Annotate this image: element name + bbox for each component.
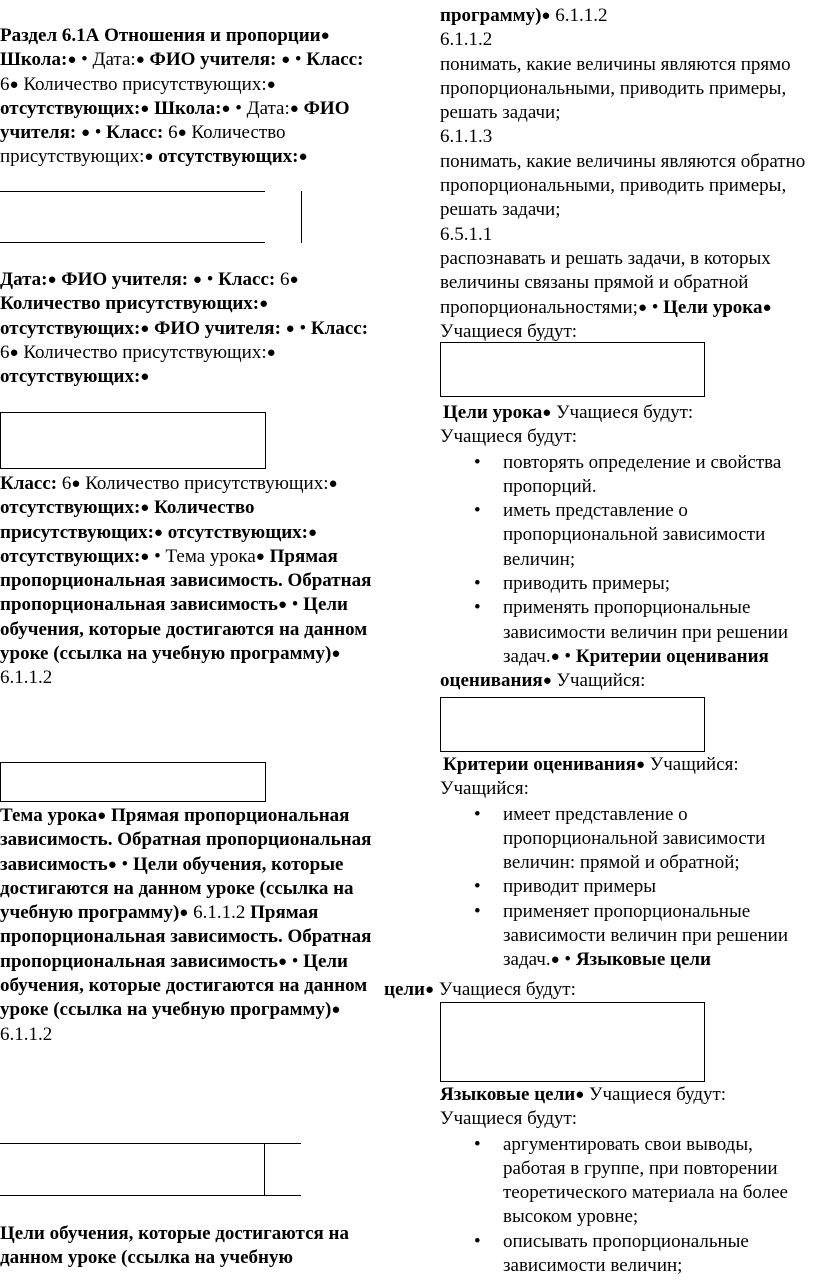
students-will-label: Учащиеся будут: — [440, 426, 578, 448]
students-will-label: Учащиеся будут: — [440, 320, 578, 342]
learning-goals-label: Цели обучения, которые достигаются на данном уроке (ссылка на учебную — [0, 1223, 349, 1269]
present-label: Количество присутствующих: — [0, 497, 255, 543]
bullet-icon: ● — [637, 299, 647, 316]
school-label: Школа: — [0, 49, 68, 71]
goal-code: 6.5.1.1 — [440, 223, 493, 245]
student-label: Учащийся: — [440, 778, 529, 800]
teacher-label: ФИО учителя: — [56, 269, 193, 290]
bullet-icon: ● — [425, 982, 435, 998]
class-value: 6 — [61, 473, 72, 494]
lesson-goals-list — [440, 451, 816, 670]
date-label: Дата: — [92, 49, 136, 71]
bullet-icon: ● — [9, 76, 19, 93]
left-paragraph-3: Класс: 6● Количество присутствующих:● отсутствующих:● Количество присутствующих:● отсутствующих:● отсутствующих:● • Тема урока● Прямая пропорциональная зависимость. Обратная пропорциональная зависимость● • Цели обучения, которые достигаются на данном уроке (ссылка на учебную программу)● 6.1.1.2 — [0, 473, 372, 689]
language-goals-block — [440, 1083, 816, 1278]
list-item — [440, 1230, 816, 1279]
bullet-icon: ● — [762, 299, 772, 316]
goal-code: 6.1.1.2 — [440, 29, 493, 51]
bullet-icon: ● — [255, 548, 265, 565]
bullet-icon: ● — [144, 149, 154, 166]
criteria-label-cont: оценивания — [440, 670, 543, 692]
topic-label: Тема урока — [165, 545, 256, 567]
list-item-text: применять пропорциональные зависимости величин при решении задач. — [503, 597, 788, 667]
bullet-icon: ● — [140, 548, 150, 565]
left-paragraph-1: Раздел 6.1А Отношения и пропорции● Школа:● • Дата:● ФИО учителя: ● • Класс: 6● Количество присутствующих:● отсутствующих:● Школа:● • Дата:● ФИО учителя: ● • Класс: 6● Количество присутствующих:● отсутствующих:● — [0, 25, 364, 168]
students-will-label: Учащиеся будут: — [584, 1084, 727, 1105]
bullet-icon: ● — [9, 344, 19, 361]
bullet-icon: ● — [542, 405, 552, 421]
topic-value: Прямая пропорциональная зависимость. Обратная пропорциональная зависимость — [0, 805, 372, 875]
student-label: Учащийся: — [645, 754, 739, 775]
empty-box — [440, 1002, 705, 1082]
right-top-block: программу)● 6.1.1.2 6.1.1.2 понимать, какие величины являются прямо пропорциональными, приводить примеры, решать задачи; 6.1.1.3 понимать, какие величины являются обратно пропорциональными, приводить примеры, решать задачи; 6.5.1.1 распознавать и решать задачи, в которых величины связаны прямой и обратной пропорциональностями;● • Цели урока● Учащиеся будут: — [440, 5, 806, 342]
lesson-goals-label: Цели урока — [663, 296, 763, 318]
bullet-icon: ● — [135, 52, 145, 69]
list-item — [440, 803, 816, 876]
left-paragraph-4: Тема урока● Прямая пропорциональная зависимость. Обратная пропорциональная зависимость● • Цели обучения, которые достигаются на данном уроке (ссылка на учебную программу)● 6.1.1.2 Прямая пропорциональная зависимость. Обратная пропорциональная зависимость● • Цели обучения, которые достигаются на данном уроке (ссылка на учебную программу)● 6.1.1.2 — [0, 805, 372, 1045]
lesson-goals-block — [440, 401, 816, 694]
table-rule — [0, 1143, 301, 1144]
bullet-icon: ● — [140, 369, 150, 386]
bullet-icon: ● — [259, 296, 269, 313]
lesson-goals-label: Цели урока — [443, 402, 543, 423]
list-item-text: приводит примеры — [503, 876, 657, 898]
bullet-icon: ● — [140, 100, 150, 117]
students-will-label: Учащиеся будут: — [434, 979, 576, 1000]
list-item-text: имеет представление о пропорциональной зависимости величин: прямой и обратной; — [503, 803, 766, 874]
absent-label: отсутствующих: — [153, 146, 299, 168]
bullet-icon: ● — [281, 52, 291, 69]
teacher-label: ФИО учителя: — [0, 97, 350, 144]
topic-value: Прямая пропорциональная зависимость. Обратная пропорциональная зависимость — [0, 545, 372, 616]
class-label: Класс: — [310, 317, 369, 339]
language-goals-label: Языковые цели — [440, 1084, 576, 1105]
absent-label: отсутствующих: — [0, 545, 141, 567]
table-rule — [0, 1195, 301, 1196]
list-item-text: аргументировать свои выводы, работая в группе, при повторении теоретического материала на более высоком уровне; — [503, 1133, 788, 1228]
bullet-icon: ● — [298, 149, 308, 166]
bullet-icon: ● — [285, 320, 295, 337]
language-goals-list — [440, 1133, 816, 1279]
present-label: Количество присутствующих: — [0, 293, 260, 315]
bullet-icon: ● — [177, 125, 187, 142]
empty-box — [0, 412, 266, 469]
bullet-icon: ● — [153, 524, 163, 541]
list-item: • применять пропорциональные зависимости величин при решении задач.● • Критерии оценивания — [440, 596, 816, 669]
date-label: Дата: — [0, 269, 48, 290]
topic-value: Прямая пропорциональная зависимость. Обратная пропорциональная зависимость — [0, 902, 372, 972]
bullet-icon: ● — [289, 100, 299, 117]
bullet-icon: ● — [107, 856, 117, 873]
class-label: Класс: — [306, 49, 364, 71]
goal-code: 6.1.1.2 — [188, 902, 246, 924]
teacher-label: ФИО учителя: — [144, 49, 282, 71]
goal-text: распознавать и решать задачи, в которых величины связаны прямой и обратной пропорциональностями; — [440, 247, 771, 318]
bullet-icon: ● — [266, 76, 276, 93]
goal-code: 6.1.1.2 — [0, 667, 53, 689]
list-item-text: иметь представление о пропорциональной зависимости величин; — [503, 500, 766, 570]
list-item-text: приводить примеры; — [503, 573, 671, 595]
school-label: Школа: — [154, 97, 222, 119]
list-item-text: повторять определение и свойства пропорций. — [503, 451, 782, 497]
students-will-label: Учащиеся будут: — [551, 402, 694, 423]
list-item — [440, 875, 816, 899]
bullet-icon: ● — [71, 476, 81, 492]
absent-label: отсутствующих: — [0, 497, 141, 519]
list-item-text: описывать пропорциональные зависимости величин; — [503, 1230, 749, 1277]
empty-box — [440, 697, 705, 752]
present-label: Количество присутствующих: — [18, 73, 267, 95]
table-rule — [264, 1143, 265, 1195]
criteria-list — [440, 803, 816, 973]
bullet-icon: ● — [635, 757, 646, 773]
bullet-icon: ● — [47, 272, 57, 288]
language-goals-cont — [384, 978, 814, 1002]
absent-label: отсутствующих: — [0, 97, 141, 119]
left-paragraph-5 — [0, 1222, 380, 1271]
empty-box — [440, 342, 705, 397]
goal-code: 6.1.1.3 — [440, 126, 493, 148]
table-rule — [0, 191, 265, 192]
list-item — [440, 572, 816, 596]
table-rule — [0, 242, 265, 243]
present-label: Количество присутствующих: — [18, 341, 267, 363]
empty-box — [0, 762, 266, 802]
class-label: Класс: — [106, 122, 169, 144]
bullet-icon: ● — [308, 524, 318, 541]
bullet-icon: ● — [331, 646, 341, 663]
students-will-label: Учащиеся будут: — [440, 1108, 578, 1130]
bullet-icon: ● — [266, 344, 276, 361]
bullet-icon: ● — [192, 272, 202, 288]
bullet-icon: ● — [80, 125, 91, 142]
criteria-label: Критерии оценивания — [575, 645, 769, 667]
bullet-icon: ● — [575, 1087, 585, 1103]
bullet-icon: ● — [320, 28, 330, 44]
goal-text: понимать, какие величины являются обратно пропорциональными, приводить примеры, решать задачи; — [440, 150, 806, 221]
list-item — [440, 1133, 816, 1230]
left-paragraph-2: Дата:● ФИО учителя: ● • Класс: 6● Количество присутствующих:● отсутствующих:● ФИО учителя: ● • Класс: 6● Количество присутствующих:● отсутствующих:● — [0, 269, 369, 388]
list-item — [440, 451, 816, 500]
teacher-label: ФИО учителя: — [154, 317, 286, 339]
learning-goals-label: Цели обучения, которые достигаются на данном уроке (ссылка на учебную программу) — [0, 853, 354, 924]
absent-label: отсутствующих: — [0, 366, 141, 388]
bullet-icon: ● — [550, 952, 560, 969]
language-goals-label: Языковые цели — [575, 949, 711, 971]
bullet-icon: ● — [277, 953, 288, 970]
criteria-block — [440, 753, 816, 973]
bullet-icon: ● — [277, 597, 288, 614]
bullet-icon: ● — [550, 648, 560, 665]
bullet-icon: ● — [331, 1002, 341, 1019]
class-value: 6 — [0, 73, 10, 95]
goal-text: понимать, какие величины являются прямо пропорциональными, приводить примеры, решать задачи; — [440, 53, 791, 124]
absent-label: отсутствующих: — [0, 317, 141, 339]
absent-label: отсутствующих: — [162, 521, 309, 543]
goal-code: 6.1.1.2 — [550, 5, 608, 26]
bullet-icon: ● — [541, 8, 551, 24]
topic-label: Тема урока — [0, 805, 98, 826]
goal-code: 6.1.1.2 — [0, 1023, 53, 1045]
bullet-icon: ● — [140, 500, 150, 517]
class-label: Класс: — [0, 473, 62, 494]
class-value: 6 — [279, 269, 290, 290]
present-label: Количество присутствующих: — [0, 122, 286, 168]
section-title: Раздел 6.1А Отношения и пропорции — [0, 25, 321, 46]
list-item-text: применяет пропорциональные зависимости величин при решении задач. — [503, 900, 788, 971]
bullet-icon: ● — [67, 52, 77, 69]
bullet-icon: ● — [179, 905, 189, 922]
list-item — [440, 499, 816, 572]
present-label: Количество присутствующих: — [80, 473, 329, 494]
bullet-icon: ● — [542, 673, 552, 690]
bullet-icon: ● — [221, 100, 231, 117]
bullet-icon: ● — [140, 320, 150, 337]
learning-goals-label: Цели обучения, которые достигаются на данном уроке (ссылка на учебную программу) — [0, 950, 368, 1021]
date-label: Дата: — [246, 97, 290, 119]
learning-goals-label: Цели обучения, которые достигаются на данном уроке (ссылка на учебную программу) — [0, 594, 368, 665]
bullet-icon: ● — [328, 476, 338, 492]
table-rule — [301, 191, 302, 243]
student-label: Учащийся: — [551, 670, 646, 692]
list-item: • применяет пропорциональные зависимости величин при решении задач.● • Языковые цели — [440, 900, 816, 973]
language-goals-label-cont: цели — [384, 979, 425, 1000]
bullet-icon: ● — [97, 808, 107, 824]
class-value: 6 — [0, 341, 10, 363]
class-value: 6 — [168, 122, 178, 144]
criteria-label: Критерии оценивания — [443, 754, 636, 775]
program-label: программу) — [440, 5, 542, 26]
class-label: Класс: — [218, 269, 280, 290]
bullet-icon: ● — [289, 272, 299, 288]
